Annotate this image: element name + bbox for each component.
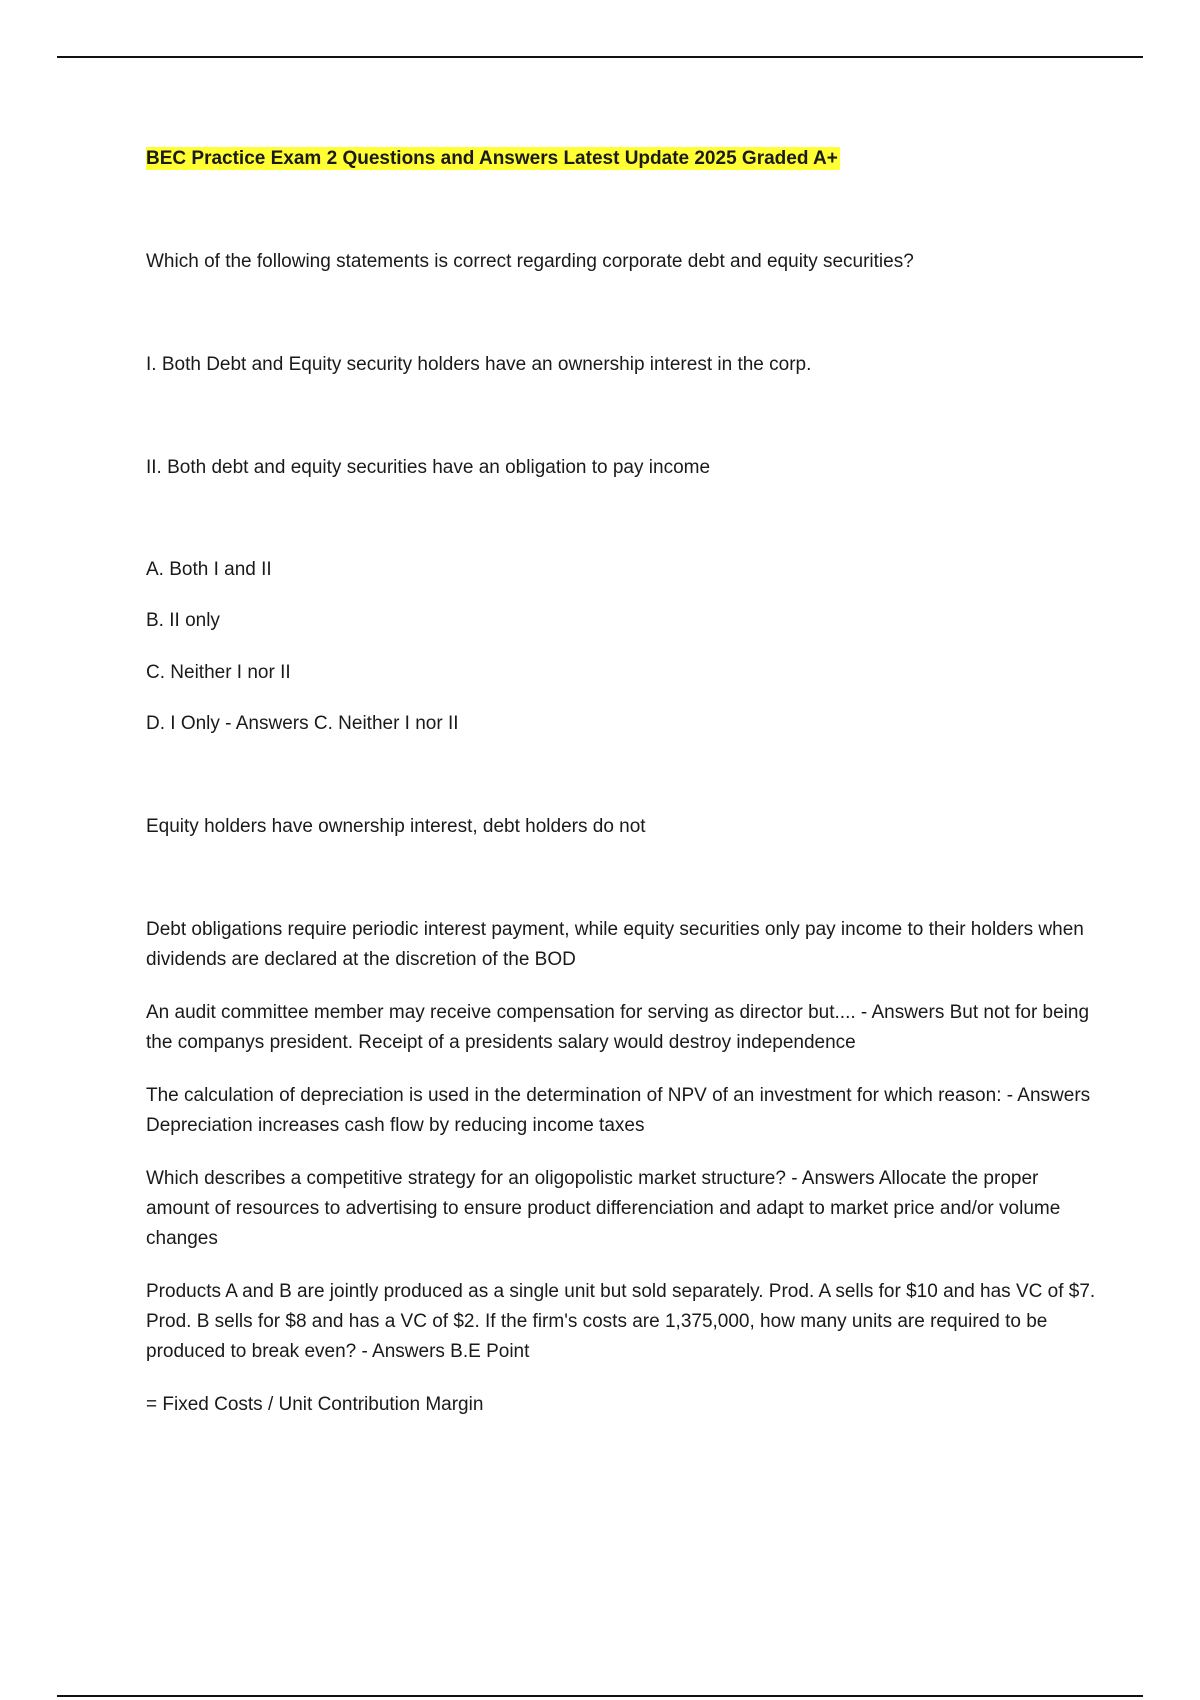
explanation-2: Debt obligations require periodic interest payment, while equity securities only pay income to their holders when dividends are declared at the discretion of the BOD — [146, 919, 1084, 970]
formula: = Fixed Costs / Unit Contribution Margin — [146, 1394, 484, 1415]
qa-break-even: Products A and B are jointly produced as a single unit but sold separately. Prod. A sells for $10 and has VC of $7. Prod. B sells for $8 and has a VC of $2. If the firm's costs are 1,375,000, how many units are required to be produced to break even? - Answers B.E Point — [146, 1281, 1096, 1362]
option-d-answer: D. I Only - Answers C. Neither I nor II — [146, 713, 459, 734]
qa-oligopoly: Which describes a competitive strategy for an oligopolistic market structure? - Answers Allocate the proper amount of resources to advertising to ensure product differenciation and adapt to market price and/or volume changes — [146, 1168, 1061, 1249]
header-rule — [57, 56, 1143, 58]
option-c: C. Neither I nor II — [146, 662, 291, 683]
title-highlight: BEC Practice Exam 2 Questions and Answers Latest Update 2025 Graded A+ — [146, 148, 838, 169]
option-a: A. Both I and II — [146, 559, 272, 580]
question-1: Which of the following statements is correct regarding corporate debt and equity securities? — [146, 251, 914, 272]
statement-1: I. Both Debt and Equity security holders have an ownership interest in the corp. — [146, 354, 812, 375]
qa-depreciation: The calculation of depreciation is used in the determination of NPV of an investment for which reason: - Answers Depreciation increases cash flow by reducing income taxes — [146, 1085, 1091, 1136]
option-b: B. II only — [146, 610, 220, 631]
qa-audit-committee: An audit committee member may receive compensation for serving as director but.... - Answers But not for being the companys president. Receipt of a presidents salary would destroy independence — [146, 1002, 1090, 1053]
explanation-1: Equity holders have ownership interest, debt holders do not — [146, 816, 646, 837]
document-title — [146, 147, 1096, 171]
statement-2: II. Both debt and equity securities have an obligation to pay income — [146, 457, 711, 478]
footer-rule — [57, 1695, 1143, 1697]
